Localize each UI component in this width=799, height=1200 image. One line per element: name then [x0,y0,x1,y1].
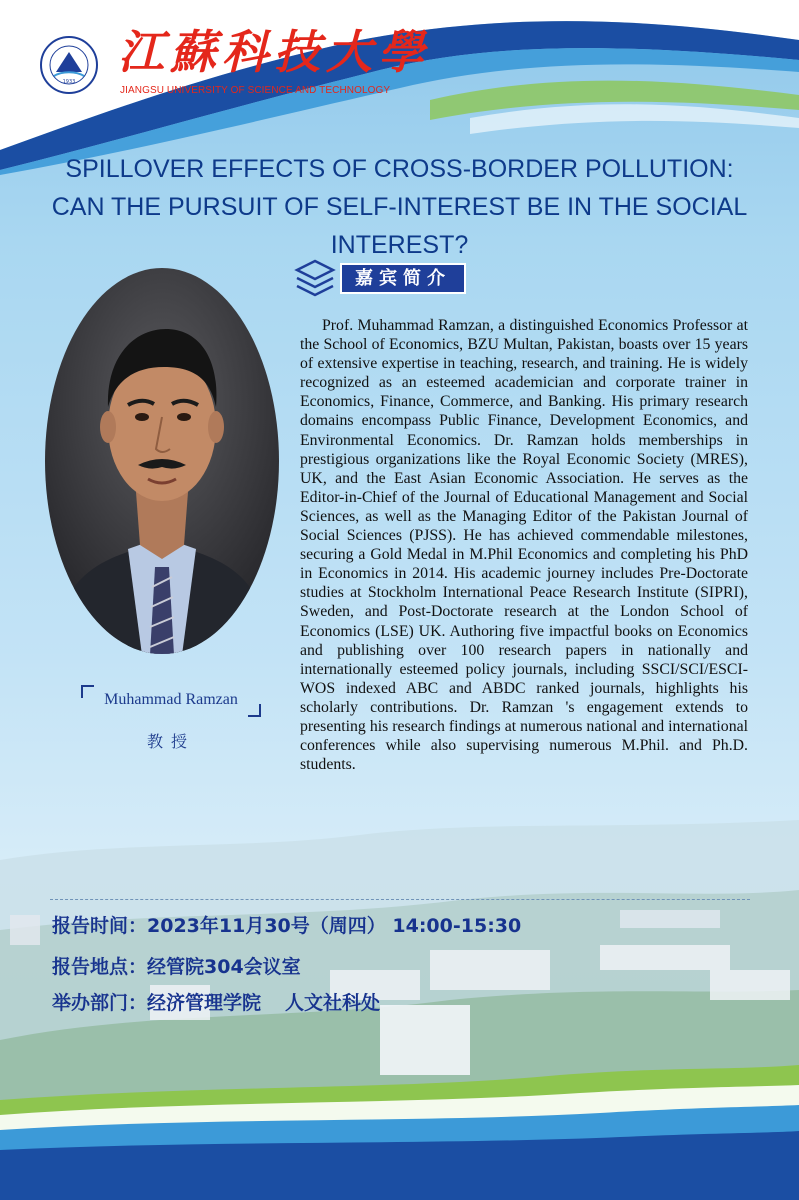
logo-year: 1933 [62,79,76,85]
event-organizer-value-1: 经济管理学院 [147,992,262,1014]
event-place-row [52,954,301,980]
speaker-portrait [44,267,280,655]
event-time-row [52,913,521,939]
university-logo [40,36,98,94]
event-organizer-label: 举办部门： [52,992,148,1014]
event-organizer-row [52,990,380,1016]
event-place-label: 报告地点： [52,956,148,978]
event-time-value: 2023年11月30号（周四） 14:00-15:30 [147,915,522,937]
event-place-value: 经管院304会议室 [147,956,301,978]
event-organizer-value-2: 人文社科处 [285,992,381,1014]
talk-title [0,150,799,264]
section-heading: 嘉宾简介 [340,263,466,294]
speaker-name: Muhammad Ramzan [104,691,238,708]
dashed-divider [50,899,750,900]
footer-wave-band [0,1045,799,1200]
speaker-bio: Prof. Muhammad Ramzan, a distinguished Economics Professor at the School of Economics, BZU Multan, Pakistan, boasts over 15 years of extensive expertise in teaching, research, and training. He is widely recognized as an esteemed academician and corporate trainer in Economics, Finance, Commerce, and Banking. His primary research domains encompass Public Finance, Development Economics, and Environmental Economics. Dr. Ramzan holds memberships in prestigious organizations like the Royal Economic Society (MRES), UK, and the East Asian Economic Association. He serves as the Editor-in-Chief of the Journal of Educational Management and Social Sciences, as well as the Managing Editor of the Pakistan Journal of Social Sciences (PJSS). He has achieved commendable milestones, securing a Gold Medal in M.Phil Economics and completing his PhD in Economics in 2014. His academic journey includes Pre-Doctorate studies at Stockholm International Peace Research Institute (SIPRI), Sweden, and Post-Doctorate research at the London School of Economics (LSE) UK. Authoring five impactful books on Economics and publishing over 100 research papers in nationally and internationally esteemed policy journals, including SSCI/SCI/ESCI-WOS indexed ABC and ABDC ranked journals, highlights his scholarly contributions. Dr. Ramzan 's engagement extends to presenting his research findings at numerous national and international conferences while also supervising numerous M.Phil. and Ph.D. students. [300,317,748,774]
layers-icon [294,258,336,298]
talk-title-line-2: CAN THE PURSUIT OF SELF-INTEREST BE IN THE SOCIAL INTEREST? [51,193,748,259]
talk-title-line-1: SPILLOVER EFFECTS OF CROSS-BORDER POLLUTION: [65,155,734,183]
event-time-label: 报告时间： [52,915,148,937]
university-name-en: JIANGSU UNIVERSITY OF SCIENCE AND TECHNOLOGY [120,85,391,96]
speaker-title: 教授 [146,732,195,751]
university-name-cn: 江蘇科技大學 [118,25,430,79]
